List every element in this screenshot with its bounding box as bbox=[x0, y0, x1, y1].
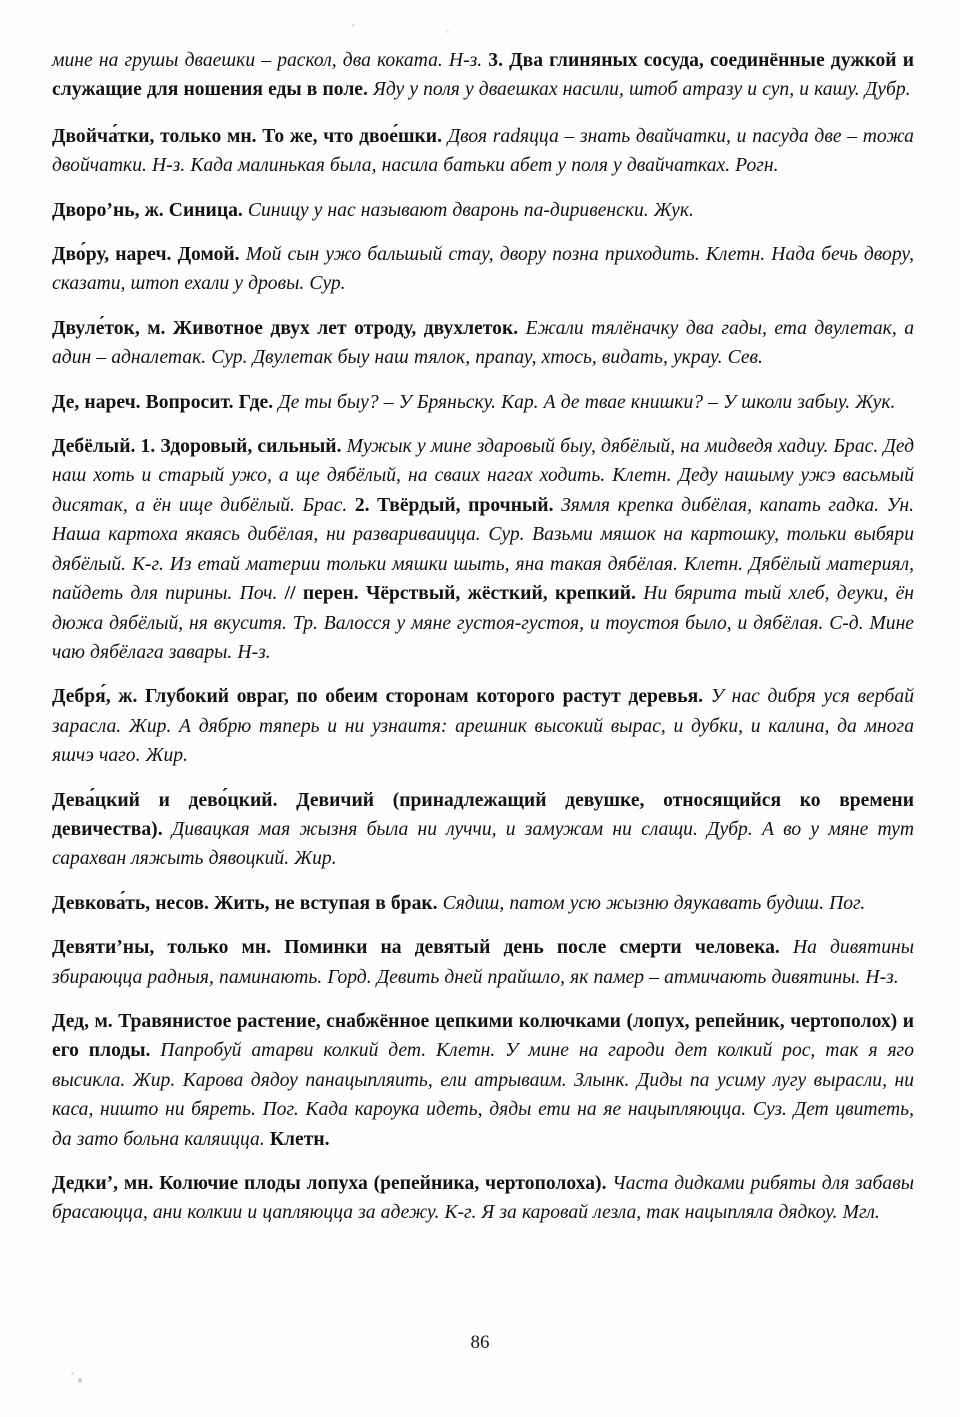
example-illustration-run: Ежали тялёначку два гады, ета двулетак, а адин – адналетак. Сур. Двулетак быу наш тялок, прапау, хтось, видать, украу. Сев. bbox=[52, 317, 914, 369]
dictionary-entry bbox=[52, 196, 914, 225]
example-illustration-run: Мой сын ужо бальшый стау, двору позна приходить. Клетн. Нада бечь двору, сказати, штоп ехали у дровы. Сур. bbox=[52, 244, 914, 295]
dictionary-entries-column bbox=[52, 46, 914, 1228]
dictionary-entry bbox=[52, 786, 914, 874]
dictionary-entry bbox=[52, 682, 914, 770]
example-illustration-run: мине на грушы дваешки – раскол, два коката. bbox=[52, 50, 443, 71]
headword-definition-run: // перен. Чёрствый, жёсткий, крепкий. bbox=[277, 583, 636, 605]
example-illustration-run: Мужык у мине здаровый быу, дябёлый, на мидведя хадиу. Брас. Дед наш хоть и старый ужо, а ще дябёлый, на сваих нагах ходить. Клетн. Деду нашыму ужэ васьмый дисятак, а ён ище дибёлый. Брас. bbox=[52, 436, 914, 516]
example-illustration-run: Папробуй атарви колкий дет. Клетн. У мине на гароди дет колкий рос, так я яго высикла. Жир. Карова дядоу панацыпляить, ели атрываим. Злынк. Диды па усиму лугу вырасли, ни каса, ништо ни бяреть. Пог. Када кароука идеть, дяды ети на яе нацыпляюцца. Суз. Дет цвитеть, да зато больна каляицца. bbox=[52, 1040, 914, 1150]
scan-speck bbox=[71, 1372, 74, 1375]
example-illustration-run: Сядиш, патом усю жызню дяукавать будиш. Пог. bbox=[437, 892, 866, 914]
scan-speck bbox=[352, 24, 355, 27]
headword-definition-run: Дво́ру, нареч. Домой. bbox=[52, 244, 240, 266]
dictionary-entry bbox=[52, 933, 914, 992]
example-illustration-run: Синицу у нас называют дваронь па-диривенски. Жук. bbox=[242, 199, 694, 221]
headword-definition-run: Девкова́ть, несов. Жить, не вступая в брак. bbox=[52, 892, 438, 914]
headword-definition-run: Двуле́ток, м. Животное двух лет отроду, двухлеток. bbox=[52, 317, 519, 339]
dictionary-entry bbox=[52, 122, 914, 181]
headword-definition-run: Дебря́, ж. Глубокий овраг, по обеим сторонам которого растут деревья. bbox=[52, 686, 704, 708]
headword-definition-run: Дворо’нь, ж. Синица. bbox=[52, 199, 243, 221]
headword-definition-run: Девяти’ны, только мн. Поминки на девятый день после смерти человека. bbox=[52, 937, 780, 959]
dictionary-entry bbox=[52, 240, 914, 299]
example-illustration-run: Ни бярита тый хлеб, деуки, ён дюжа дябёлый, ня вкуситя. Тр. Валосся у мяне густоя-густоя, и тоустоя было, и дябёлая. С-д. Мине чаю дябёлага завары. Н-з. bbox=[52, 583, 914, 663]
headword-definition-run: Дед, м. Травянистое растение, снабжённое цепкими колючками (лопух, репейник, чертополох) и его плоды. bbox=[52, 1010, 914, 1062]
headword-definition-run: 3. Два глиняных сосуда, соединённые дужкой и служащие для ношения еды в поле. bbox=[52, 50, 914, 101]
entry-continuation bbox=[52, 46, 914, 105]
dictionary-entry bbox=[52, 1007, 914, 1154]
example-illustration-run: Зямля крепка дибёлая, капать гадка. Ун. Наша картоха якаясь дибёлая, ни разваривaицца. Сур. Вазьми мяшок на картошку, тольки выбяри дябёлый. К-г. Из етай материи тольки мяшки шыть, яна такая дябёлая. Клетн. Дябёлый материял, пайдеть для пирины. Поч. bbox=[52, 494, 914, 605]
headword-definition-run: Дедки’, мн. Колючие плоды лопуха (репейника, чертополоха). bbox=[52, 1173, 607, 1194]
example-illustration-run: Де ты быу? – У Бряньску. Кар. А де твае книшки? – У школи забыу. Жук. bbox=[273, 391, 896, 413]
example-illustration-run: Яду у поля у дваешках насили, штоб атразу и суп, и кашу. Дубр. bbox=[367, 79, 911, 101]
example-illustration-run: Двоя radяцца – знать двайчатки, и пасуда две – тожа двойчатки. Н-з. Када малинькая была, насила батьки абет у поля у двайчатках. Рогн. bbox=[52, 125, 914, 177]
headword-definition-run: Двойча́тки, только мн. То же, что двое́шки. bbox=[52, 125, 442, 147]
example-illustration-run: Н-з. bbox=[442, 50, 483, 71]
headword-definition-run: 2. Твёрдый, прочный. bbox=[347, 494, 554, 516]
dictionary-entry bbox=[52, 1169, 914, 1228]
scan-speck bbox=[78, 1378, 82, 1383]
example-illustration-run: Дивацкая мая жызня была ни луччи, и замужам ни слащи. Дубр. А во у мяне тут сарахван ляжыть дявоцкий. Жир. bbox=[52, 818, 914, 870]
headword-definition-run: Клетн. bbox=[264, 1128, 330, 1150]
scan-speck bbox=[446, 30, 449, 33]
page-number: 86 bbox=[470, 1332, 490, 1353]
dictionary-entry bbox=[52, 889, 914, 918]
headword-definition-run: Дебёлый. 1. Здоровый, сильный. bbox=[52, 436, 342, 458]
dictionary-entry bbox=[52, 314, 914, 373]
example-illustration-run: На дивятины збираюцца радныя, паминають. Горд. Девить дней прайшло, як памер – атмичають дивятины. Н-з. bbox=[52, 937, 914, 988]
example-illustration-run: У нас дибря уся вербай зарасла. Жир. А дябрю тяперь и ни узнаитя: арешник высокий вырас, и дубки, и калина, да многа яшчэ чаго. Жир. bbox=[52, 686, 914, 767]
headword-definition-run: Дева́цкий и дево́цкий. Девичий (принадлежащий девушке, относящийся ко времени девичества). bbox=[52, 789, 914, 840]
headword-definition-run: Де, нареч. Вопросит. Где. bbox=[52, 391, 274, 413]
dictionary-entry bbox=[52, 432, 914, 667]
dictionary-entry bbox=[52, 388, 914, 417]
example-illustration-run: Часта дидками рибяты для забавы брасаюцца, ани колкии и цапляюцца за адежу. К-г. Я за каровай лезла, так нацыпляла дядкоу. Мгл. bbox=[52, 1173, 914, 1224]
